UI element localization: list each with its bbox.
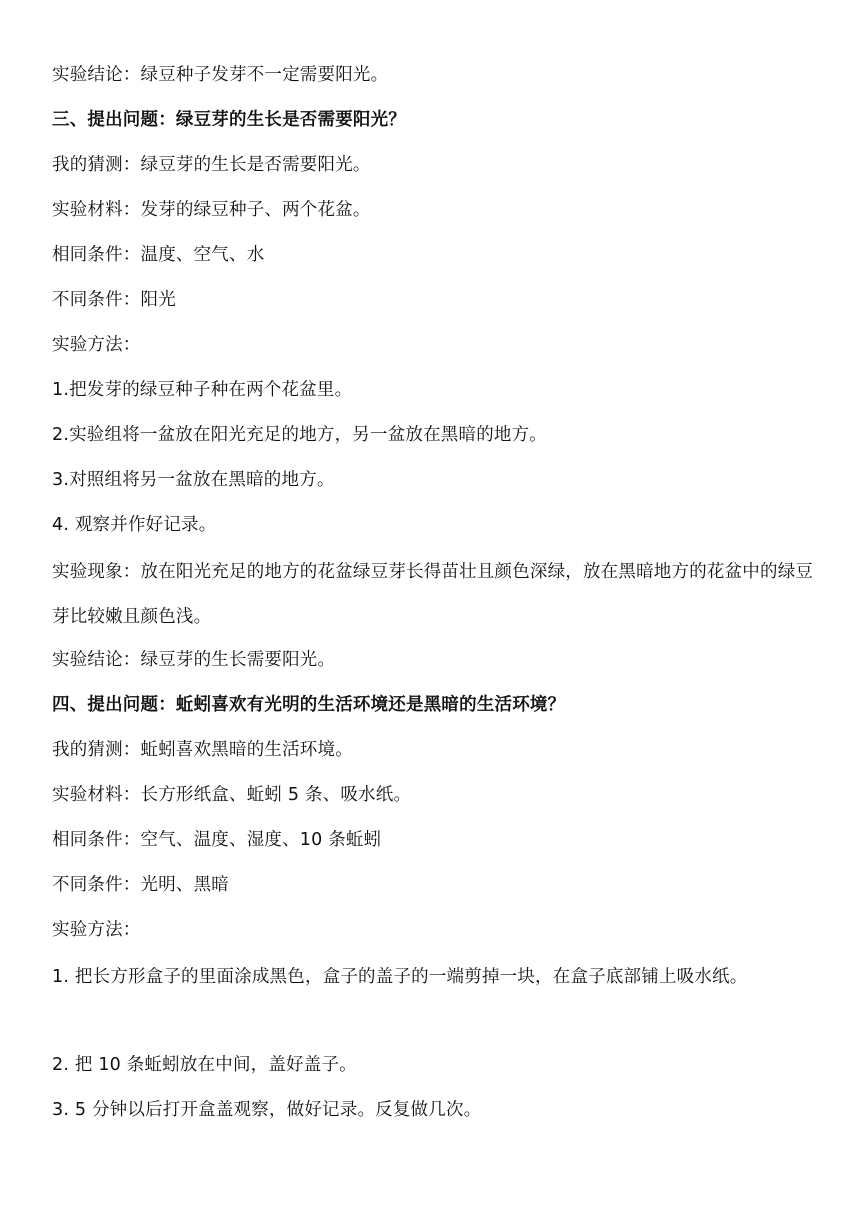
same-conditions-4: 相同条件：空气、温度、湿度、10 条蚯蚓	[52, 830, 382, 850]
different-conditions-3: 不同条件：阳光	[52, 290, 176, 310]
hypothesis-3: 我的猜测：绿豆芽的生长是否需要阳光。	[52, 155, 371, 175]
different-conditions-4: 不同条件：光明、黑暗	[52, 875, 229, 895]
method-3-step-3: 3.对照组将另一盆放在黑暗的地方。	[52, 470, 335, 490]
method-3-step-2: 2.实验组将一盆放在阳光充足的地方，另一盆放在黑暗的地方。	[52, 425, 547, 445]
method-label-4: 实验方法：	[52, 920, 141, 940]
section-4-heading: 四、提出问题：蚯蚓喜欢有光明的生活环境还是黑暗的生活环境？	[52, 695, 566, 715]
section-3-heading: 三、提出问题：绿豆芽的生长是否需要阳光？	[52, 110, 406, 130]
method-4-step-3: 3. 5 分钟以后打开盒盖观察，做好记录。反复做几次。	[52, 1100, 482, 1120]
method-3-step-4: 4. 观察并作好记录。	[52, 515, 217, 535]
method-4-step-2: 2. 把 10 条蚯蚓放在中间，盖好盖子。	[52, 1055, 357, 1075]
hypothesis-4: 我的猜测：蚯蚓喜欢黑暗的生活环境。	[52, 740, 353, 760]
method-4-step-1: 1. 把长方形盒子的里面涂成黑色，盒子的盖子的一端剪掉一块，在盒子底部铺上吸水纸。	[52, 967, 748, 987]
conclusion-3: 实验结论：绿豆芽的生长需要阳光。	[52, 650, 336, 670]
method-label-3: 实验方法：	[52, 335, 141, 355]
materials-3: 实验材料：发芽的绿豆种子、两个花盆。	[52, 200, 371, 220]
method-3-step-1: 1.把发芽的绿豆种子种在两个花盆里。	[52, 380, 353, 400]
conclusion-2: 实验结论：绿豆种子发芽不一定需要阳光。	[52, 65, 389, 85]
phenomenon-3: 实验现象：放在阳光充足的地方的花盆绿豆芽长得苗壮且颜色深绿，放在黑暗地方的花盆中的绿豆芽比较嫩且颜色浅。	[52, 562, 814, 627]
materials-4: 实验材料：长方形纸盒、蚯蚓 5 条、吸水纸。	[52, 785, 412, 805]
same-conditions-3: 相同条件：温度、空气、水	[52, 245, 265, 265]
